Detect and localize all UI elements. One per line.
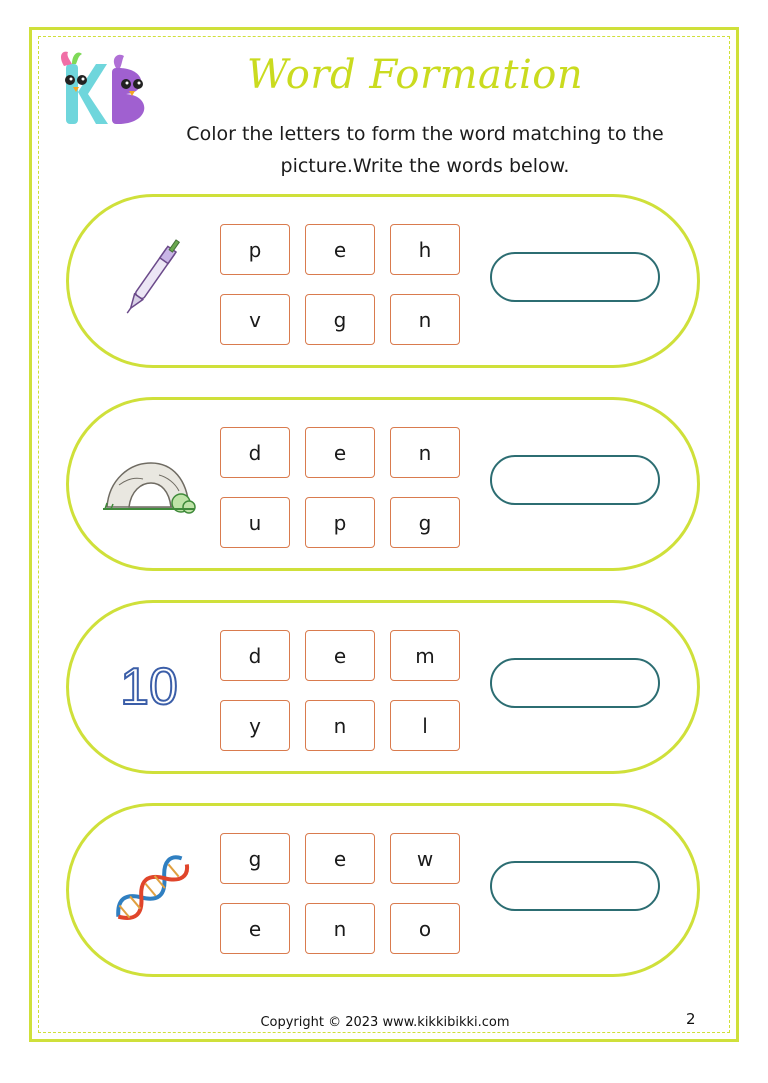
den-icon — [99, 435, 199, 535]
copyright-text: Copyright © 2023 www.kikkibikki.com — [260, 1015, 510, 1030]
letter-tile[interactable]: d — [220, 427, 290, 478]
answer-box[interactable] — [490, 658, 660, 708]
letter-tile[interactable]: v — [220, 294, 290, 345]
letter-tile[interactable]: e — [305, 630, 375, 681]
letter-tile[interactable]: e — [305, 833, 375, 884]
word-row-1 — [66, 194, 700, 368]
letter-tile[interactable]: n — [390, 427, 460, 478]
letter-tile[interactable]: y — [220, 700, 290, 751]
letter-tile[interactable]: e — [305, 224, 375, 275]
letter-tile[interactable]: n — [305, 903, 375, 954]
letter-tile[interactable]: p — [220, 224, 290, 275]
letter-tile[interactable]: g — [390, 497, 460, 548]
letter-tile[interactable]: g — [305, 294, 375, 345]
letter-tile[interactable]: p — [305, 497, 375, 548]
letter-tile[interactable]: u — [220, 497, 290, 548]
kb-logo-icon — [52, 46, 152, 130]
letter-tile[interactable]: w — [390, 833, 460, 884]
page-number: 2 — [686, 1010, 696, 1028]
answer-box[interactable] — [490, 455, 660, 505]
letter-tile[interactable]: g — [220, 833, 290, 884]
worksheet-title: Word Formation — [246, 52, 584, 98]
letter-tile[interactable]: n — [305, 700, 375, 751]
gene-icon — [99, 841, 199, 941]
pen-icon — [99, 232, 199, 332]
ten-numeral: 10 — [120, 658, 178, 716]
letter-tile[interactable]: h — [390, 224, 460, 275]
word-row-2 — [66, 397, 700, 571]
letter-tile[interactable]: o — [390, 903, 460, 954]
word-row-3 — [66, 600, 700, 774]
letter-tile[interactable]: e — [305, 427, 375, 478]
letter-tile[interactable]: d — [220, 630, 290, 681]
instructions-text: Color the letters to form the word matching to the picture.Write the words below. — [186, 123, 664, 177]
letter-tile[interactable]: m — [390, 630, 460, 681]
word-row-4 — [66, 803, 700, 977]
ten-icon — [99, 638, 199, 738]
letter-tile[interactable]: l — [390, 700, 460, 751]
answer-box[interactable] — [490, 252, 660, 302]
answer-box[interactable] — [490, 861, 660, 911]
letter-tile[interactable]: e — [220, 903, 290, 954]
letter-tile[interactable]: n — [390, 294, 460, 345]
